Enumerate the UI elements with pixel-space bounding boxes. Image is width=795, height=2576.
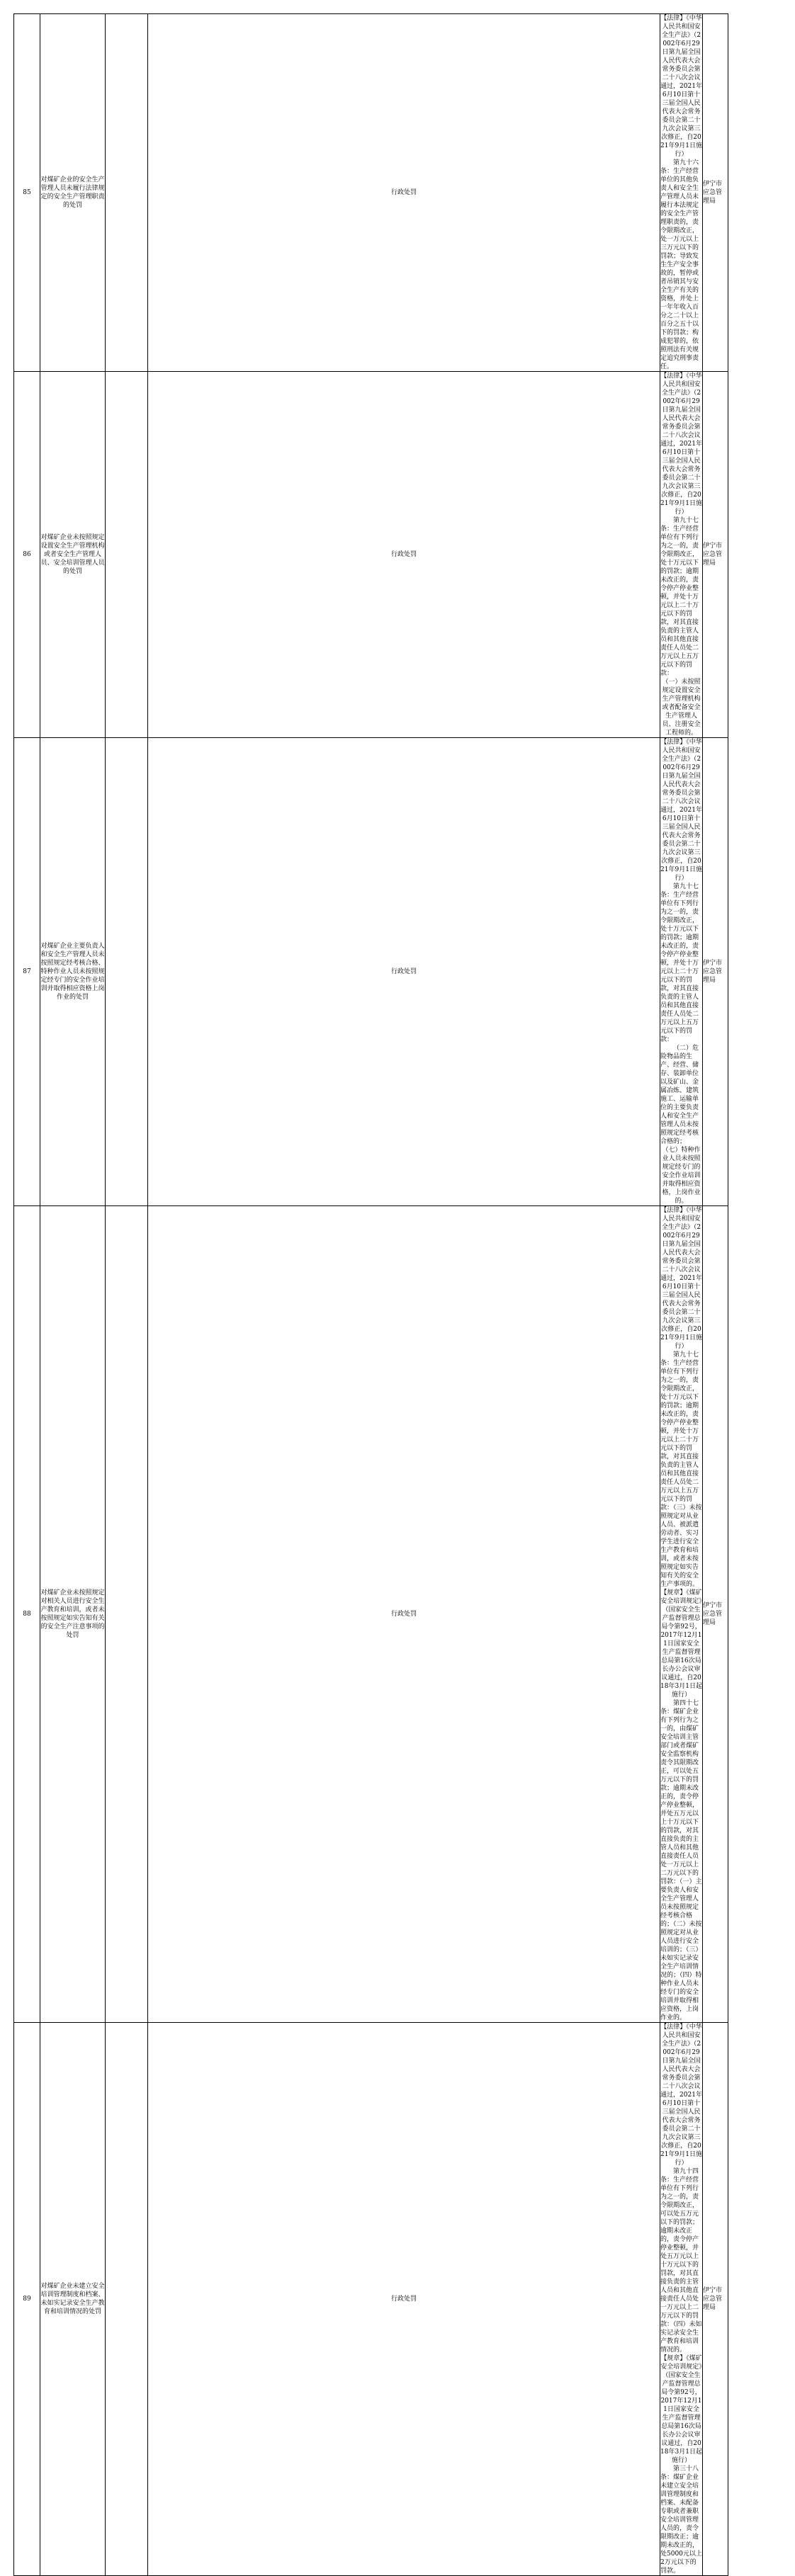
row-number: 89 — [14, 2023, 40, 2576]
basis-line: 第九十七条：生产经营单位有下列行为之一的，责令限期改正，处十万元以下的罚款；逾期未改正的，责令停产停业整顿，并处十万元以上二十万元以下的罚款，对其直接负责的主管人员和其他直接责任人员处二万元以上五万元以下的罚款： — [660, 883, 699, 1043]
table-row — [14, 738, 728, 1206]
basis-line: 第三十八条：煤矿企业未建立安全培训管理制度和档案、未配备专职或者兼职安全培训管理人员的，责令限期改正；逾期未改正的，处5000元以上2万元以下的罚款。 — [660, 2466, 702, 2575]
basis-line: （七）特种作业人员未按照规定经专门的安全作业培训并取得相应资格，上岗作业的。 — [662, 1147, 701, 1205]
basis-line: 【法律】《中华人民共和国安全生产法》（2002年6月29日第九届全国人民代表大会常务委员会第二十八次会议通过，2021年6月10日第十三届全国人民代表大会常务委员会第二十九次会议第三次修正，自2021年9月1日施行） — [660, 2024, 702, 2167]
item-name: 对煤矿企业未建立安全培训管理制度和档案、未如实记录安全生产教育和培训情况的处罚 — [40, 2023, 106, 2576]
table-row — [14, 372, 728, 738]
item-type: 行政处罚 — [148, 738, 660, 1206]
item-name: 对煤矿企业未按照规定对相关人员进行安全生产教育和培训，或者未按照规定如实告知有关的安全生产注意事项的处罚 — [40, 1206, 106, 2023]
item-type: 行政处罚 — [148, 2023, 660, 2576]
row-number: 85 — [14, 14, 40, 372]
legal-basis — [660, 14, 703, 372]
basis-line: （二）危险物品的生产、经营、储存、装卸单位以及矿山、金属冶炼、建筑施工、运输单位的主要负责人和安全生产管理人员未按照规定经考核合格的； — [660, 1045, 699, 1145]
empty-cell — [106, 14, 148, 372]
basis-line: 【法律】《中华人民共和国安全生产法》（2002年6月29日第九届全国人民代表大会常务委员会第二十八次会议通过，2021年6月10日第十三届全国人民代表大会常务委员会第二十九次会议第三次修正，自2021年9月1日施行） — [660, 1207, 702, 1350]
empty-cell — [106, 1206, 148, 2023]
basis-line: 【法律】《中华人民共和国安全生产法》（2002年6月29日第九届全国人民代表大会常务委员会第二十八次会议通过，2021年6月10日第十三届全国人民代表大会常务委员会第二十九次会议第三次修正，自2021年9月1日施行） — [660, 739, 702, 882]
department: 伊宁市应急管理局 — [703, 372, 728, 738]
legal-basis — [660, 738, 703, 1206]
basis-line: （一）未按照规定设置安全生产管理机构或者配备安全生产管理人员、注册安全工程师的。 — [662, 679, 701, 737]
penalty-table — [13, 13, 728, 2576]
basis-line: 【法律】《中华人民共和国安全生产法》（2002年6月29日第九届全国人民代表大会常务委员会第二十八次会议通过，2021年6月10日第十三届全国人民代表大会常务委员会第二十九次会议第三次修正，自2021年9月1日施行） — [660, 373, 702, 516]
department: 伊宁市应急管理局 — [703, 738, 728, 1206]
legal-basis — [660, 1206, 703, 2023]
item-type: 行政处罚 — [148, 372, 660, 738]
basis-line: 第九十六条：生产经营单位的其他负责人和安全生产管理人员未履行本法规定的安全生产管理职责的，责令限期改正，处一万元以上三万元以下的罚款；导致发生生产安全事故的，暂停或者吊销其与安全生产有关的资格，并处上一年年收入百分之二十以上百分之五十以下的罚款；构成犯罪的，依照刑法有关规定追究刑事责任。 — [660, 159, 699, 370]
item-name: 对煤矿企业主要负责人和安全生产管理人员未按照规定经考核合格、特种作业人员未按照规定经专门的安全作业培训并取得相应资格上岗作业的处罚 — [40, 738, 106, 1206]
row-number: 87 — [14, 738, 40, 1206]
item-name: 对煤矿企业的安全生产管理人员未履行法律规定的安全生产管理职责的处罚 — [40, 14, 106, 372]
basis-line: 第四十七条：煤矿企业有下列行为之一的，由煤矿安全培训主管部门或者煤矿安全监察机构责令其限期改正，可以处五万元以下的罚款；逾期未改正的，责令停产停业整顿，并处五万元以上十万元以下的罚款，对其直接负责的主管人员和其他直接责任人员处一万元以上二万元以下的罚款：（一）主要负责人和安全生产管理人员未按照规定经考核合格的；（二）未按照规定对从业人员进行安全培训的；（三）未如实记录安全生产培训情况的；（四）特种作业人员未经专门的安全培训并取得相应资格，上岗作业的。 — [660, 1700, 702, 2021]
department: 伊宁市应急管理局 — [703, 1206, 728, 2023]
table-row — [14, 1206, 728, 2023]
empty-cell — [106, 2023, 148, 2576]
legal-basis — [660, 2023, 703, 2576]
basis-line: 【规章】《煤矿安全培训规定》（国家安全生产监督管理总局令第92号，2017年12月11日国家安全生产监督管理总局第16次局长办公会议审议通过，自2018年3月1日起施行） — [660, 2355, 702, 2464]
row-number: 88 — [14, 1206, 40, 2023]
empty-cell — [106, 738, 148, 1206]
legal-basis — [660, 372, 703, 738]
department: 伊宁市应急管理局 — [703, 14, 728, 372]
table-row — [14, 2023, 728, 2576]
empty-cell — [106, 372, 148, 738]
item-name: 对煤矿企业未按照规定设置安全生产管理机构或者安全生产管理人员、安全培训管理人员的处罚 — [40, 372, 106, 738]
basis-line: 【法律】《中华人民共和国安全生产法》（2002年6月29日第九届全国人民代表大会常务委员会第二十八次会议通过，2021年6月10日第十三届全国人民代表大会常务委员会第二十九次会议第三次修正，自2021年9月1日施行） — [660, 15, 702, 158]
department: 伊宁市应急管理局 — [703, 2023, 728, 2576]
basis-line: 第九十七条：生产经营单位有下列行为之一的，责令限期改正，处十万元以下的罚款；逾期未改正的，责令停产停业整顿，并处十万元以上二十万元以下的罚款，对其直接负责的主管人员和其他直接责任人员处二万元以上五万元以下的罚款：（三）未按照规定对从业人员、被派遣劳动者、实习学生进行安全生产教育和培训，或者未按照规定如实告知有关的安全生产事项的。 — [660, 1351, 702, 1588]
item-type: 行政处罚 — [148, 14, 660, 372]
basis-line: 第九十七条：生产经营单位有下列行为之一的，责令限期改正，处十万元以下的罚款；逾期未改正的，责令停产停业整顿，并处十万元以上二十万元以下的罚款，对其直接负责的主管人员和其他直接责任人员处二万元以上五万元以下的罚款： — [660, 517, 699, 677]
basis-line: 第九十四条：生产经营单位有下列行为之一的，责令限期改正，可以处五万元以下的罚款；逾期未改正的，责令停产停业整顿，并处五万元以上十万元以下的罚款，对其直接负责的主管人员和其他直接责任人员处一万元以上二万元以下的罚款：（四）未如实记录安全生产教育和培训情况的。 — [660, 2168, 702, 2354]
item-type: 行政处罚 — [148, 1206, 660, 2023]
table-row — [14, 14, 728, 372]
row-number: 86 — [14, 372, 40, 738]
basis-line: 【规章】《煤矿安全培训规定》（国家安全生产监督管理总局令第92号，2017年12月11日国家安全生产监督管理总局第16次局长办公会议审议通过，自2018年3月1日起施行） — [660, 1589, 702, 1698]
